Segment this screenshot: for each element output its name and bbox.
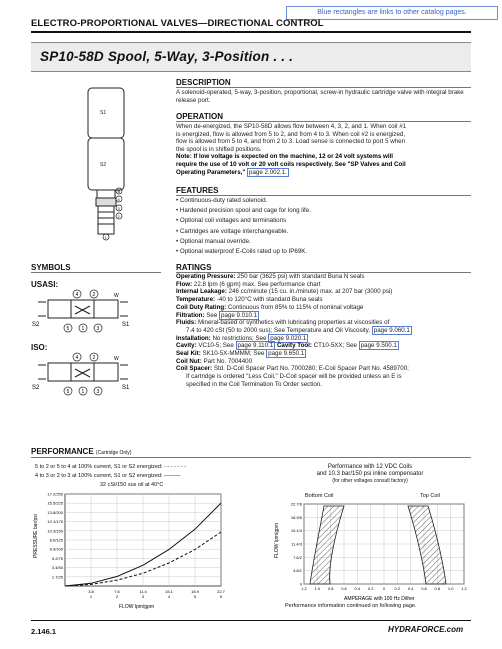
symbols-rule <box>31 272 161 273</box>
rating-label: Operating Pressure: <box>176 273 236 280</box>
x-axis-label: FLOW lpm/gpm <box>119 604 155 610</box>
rating-label: Filtration: <box>176 311 205 319</box>
header-rule <box>31 31 471 33</box>
x-tick-label: 22.7 <box>217 589 225 594</box>
symbol-coil-s1: S1 <box>122 385 130 391</box>
rating-value: If cartridge is ordered "Less Coil," D-Coil spacer will be provided unless an E is <box>186 373 402 381</box>
y-tick-labels <box>291 502 303 587</box>
x-tick-label: 1 <box>89 594 93 599</box>
x-tick-label: 1.2 <box>301 586 307 591</box>
right-chart-title <box>285 464 455 485</box>
chart-grid <box>65 494 221 586</box>
operation-heading: OPERATION <box>176 112 223 121</box>
y-tick-label: 5.2/75 <box>51 555 63 561</box>
rating-label: Coil Spacer: <box>176 365 213 373</box>
rating-value: See <box>206 311 218 319</box>
continued-note: Performance information continued on following page. <box>285 603 417 609</box>
x-tick-label: 3.8 <box>88 589 94 594</box>
rating-label: Cavity: <box>176 342 197 350</box>
rating-value: CT10-5XX; See <box>313 342 357 350</box>
y-tick-label: 13.8/200 <box>47 509 63 515</box>
rating-label: Flow: <box>176 280 193 288</box>
operation-line: is energized, flow is allowed from 5 to 2, and from 4 to 3. When coil #2 is energized, <box>176 130 406 138</box>
symbol-port-w: W <box>114 293 119 299</box>
coil-parameters-link[interactable]: page 2.002.1. <box>249 168 287 176</box>
description-rule <box>176 87 471 88</box>
iso-label: ISO: <box>31 343 48 352</box>
fluids-link[interactable]: page 9.060.1 <box>373 326 410 334</box>
features-list <box>176 196 471 257</box>
cavity-tool-link[interactable]: page 9.500.1 <box>360 342 397 350</box>
x-tick-label: 0.8 <box>434 586 441 591</box>
operation-text <box>176 123 476 176</box>
x-tick-label: 1.0 <box>314 586 321 591</box>
y-tick-label: 15.5/225 <box>47 500 63 506</box>
x-tick-label: 1.0 <box>447 586 454 591</box>
y-tick-label: 10.3/150 <box>47 528 63 534</box>
symbol-port-w: W <box>114 356 119 362</box>
x-tick-label: 15.1 <box>165 589 173 594</box>
feature-item: • Cartridges are voltage interchangeable. <box>176 227 289 235</box>
x-tick-label: 0.8 <box>327 586 334 591</box>
y-tick-label: 6.9/100 <box>49 546 63 552</box>
chart-subtitle: 32 cSt/150 sus oil at 40°C <box>100 482 164 488</box>
symbol-port-4: 4 <box>75 355 79 361</box>
rating-value: 7.4 to 420 cSt (50 to 2000 sus); See Temperature and Oil Viscosity, <box>186 326 371 334</box>
iso-symbol <box>30 351 135 401</box>
catalog-link-note: Blue rectangles are links to other catalog pages. <box>286 6 498 20</box>
x-tick-label: 0 <box>382 586 386 591</box>
feature-item: • Hardened precision spool and cage for long life. <box>176 207 311 215</box>
x-tick-label: 2 <box>115 594 119 599</box>
symbol-coil-s1: S1 <box>122 322 130 328</box>
x-tick-label: 18.9 <box>191 589 199 594</box>
symbol-port-1: 1 <box>81 389 85 395</box>
y-tick-label: 22.7/6 <box>290 501 302 507</box>
rating-label: Seal Kit: <box>176 350 201 358</box>
top-coil-band <box>408 506 446 584</box>
operation-line: flow is allowed from 5 to 4, and from 2 to 3. Load sense is connected to port 5 when <box>176 138 406 146</box>
valve-drawing <box>82 84 162 244</box>
rating-value: specified in the Coil Termination To Order section. <box>186 380 322 388</box>
rating-value: Std. D-Coil Spacer Part No. 7000280; E-Coil Spacer Part No. 4589700; <box>213 365 409 373</box>
port-label-3: 3 <box>117 206 120 211</box>
x-tick-label: 0.2 <box>367 586 374 591</box>
coil-label-s2: S2 <box>100 162 107 168</box>
symbols-heading: SYMBOLS <box>31 263 71 272</box>
usasi-label: USASI: <box>31 280 59 289</box>
performance-rule <box>31 457 471 458</box>
symbol-coil-s2: S2 <box>32 385 40 391</box>
usasi-symbol <box>30 288 135 338</box>
x-tick-label: 1.2 <box>461 586 467 591</box>
ratings-heading: RATINGS <box>176 263 212 272</box>
coil-label-s1: S1 <box>100 110 107 116</box>
rating-label: Coil Duty Rating: <box>176 303 227 311</box>
port-label-b: B <box>117 189 121 194</box>
rating-value: 250 bar (3625 psi) with standard Buna N seals <box>237 273 365 280</box>
x-tick-label: 11.4 <box>139 589 147 594</box>
x-tick-label: 0.6 <box>421 586 427 591</box>
performance-note: (Cartridge Only) <box>95 450 132 456</box>
symbol-port-3: 3 <box>96 326 100 332</box>
right-chart-title-line: Performance with 12 VDC Coils <box>327 464 413 470</box>
legend-solid: 4 to 3 or 2 to 3 at 100% current, S1 or S2 energized: ——— <box>35 473 181 479</box>
bottom-coil-label: Bottom Coil <box>305 493 334 499</box>
feature-item: • Optional coil voltages and terminations <box>176 217 287 225</box>
feature-item: • Optional waterproof E-Coils rated up to IP69K. <box>176 248 308 256</box>
features-heading: FEATURES <box>176 186 219 195</box>
rating-label: Fluids: <box>176 319 197 327</box>
installation-link[interactable]: page 9.020.1 <box>270 334 307 342</box>
symbol-port-1: 1 <box>81 326 85 332</box>
symbol-port-2: 2 <box>92 292 96 298</box>
x-tick-label: 5 <box>193 594 197 599</box>
y-tick-label: 1.7/25 <box>51 574 63 580</box>
rating-label: Cavity Tool: <box>276 342 312 350</box>
rating-value: Continuous from 85% to 115% of nominal voltage <box>227 303 364 311</box>
rating-value: No restrictions; See <box>212 334 267 342</box>
right-chart-title-line: (for other voltages consult factory) <box>332 478 408 484</box>
bottom-coil-band <box>310 506 344 584</box>
pressure-flow-chart <box>31 488 231 613</box>
y-tick-label: 17.2/250 <box>47 491 63 497</box>
right-chart-title-line: and 10.3 bar/150 psi inline compensator <box>316 471 424 477</box>
description-heading: DESCRIPTION <box>176 78 231 87</box>
performance-title: PERFORMANCE <box>31 447 94 456</box>
y-tick-label: 3.8/1 <box>293 568 302 574</box>
amperage-flow-chart <box>268 498 478 610</box>
top-coil-label: Top Coil <box>420 493 440 499</box>
y-tick-label: 0 <box>299 581 302 587</box>
operation-note: require the use of 10 volt or 20 volt coils respectively. See "SP Valves and Coil <box>176 160 406 168</box>
operation-rule <box>176 121 471 122</box>
legend-dashed: 5 to 2 or 5 to 4 at 100% current, S1 or S2 energized: - - - - - - - <box>35 464 187 470</box>
x-tick-label: 0.4 <box>354 586 361 591</box>
feature-item: • Continuous-duty rated solenoid. <box>176 197 268 204</box>
page-header: ELECTRO-PROPORTIONAL VALVES—DIRECTIONAL CONTROL <box>31 18 324 29</box>
description-text: A solenoid-operated, 5-way, 3-position, proportional, screw-in hydraulic cartridge valve with integral brake release port. <box>176 89 464 104</box>
y-tick-label: 18.9/5 <box>290 514 302 520</box>
symbol-port-2: 2 <box>92 355 96 361</box>
seal-kit-link[interactable]: page 9.650.1 <box>268 350 305 358</box>
cavity-link[interactable]: page 9.110.1 <box>237 342 274 350</box>
x-axis-label: AMPERAGE with 100 Hz Dither <box>344 596 415 602</box>
symbol-port-3: 3 <box>96 389 100 395</box>
y-tick-label: 15.1/4 <box>290 528 302 534</box>
product-title: SP10-58D Spool, 5-Way, 3-Position . . . <box>40 49 294 64</box>
operation-line: When de-energized, the SP10-58D allows flow between 4, 3, 2, and 1. When coil #1 <box>176 123 407 130</box>
performance-heading <box>31 447 131 456</box>
port-label-1: 1 <box>104 235 107 240</box>
ratings-list <box>176 273 476 389</box>
port-label-2: 2 <box>117 214 120 219</box>
brand-logo[interactable]: HYDRAFORCE.com <box>388 625 464 634</box>
rating-value: 246 cc/minute (15 cu. in./minute) max. at 207 bar (3000 psi) <box>228 288 393 296</box>
rating-value: Part No. 7004400 <box>203 357 253 365</box>
operation-line: the spool is in shifted positions. <box>176 145 262 153</box>
rating-value: SK10-5X-MMMM; See <box>202 350 265 358</box>
operation-note: Note: If low voltage is expected on the machine, 12 or 24 volt systems will <box>176 153 393 161</box>
rating-value: VC10-5; See <box>198 342 234 350</box>
x-tick-label: 0.4 <box>407 586 414 591</box>
x-tick-label: 7.6 <box>114 589 120 594</box>
x-tick-label: 6 <box>219 594 223 599</box>
feature-item: • Optional manual override. <box>176 237 251 245</box>
x-tick-labels <box>88 589 225 599</box>
y-axis-label: PRESSURE bar/psi <box>33 514 39 558</box>
rating-value: 22.8 lpm (6 gpm) max. See performance chart <box>193 280 321 288</box>
port-label-4: 4 <box>117 197 120 202</box>
x-tick-label: 0.6 <box>341 586 347 591</box>
page-number: 2.146.1 <box>31 627 57 636</box>
symbol-port-4: 4 <box>75 292 79 298</box>
y-axis-label: FLOW lpm/gpm <box>274 522 280 558</box>
operation-note: Operating Parameters," <box>176 168 246 176</box>
x-tick-label: 0.2 <box>394 586 401 591</box>
y-tick-label: 12.1/175 <box>47 519 63 525</box>
symbol-port-5: 5 <box>66 389 70 395</box>
y-tick-label: 7.6/2 <box>293 554 302 560</box>
rating-label: Installation: <box>176 334 211 342</box>
x-tick-label: 4 <box>167 594 171 599</box>
symbol-port-5: 5 <box>66 326 70 332</box>
y-tick-label: 3.4/50 <box>51 565 63 571</box>
rating-value: -40 to 120°C with standard Buna seals <box>216 296 323 304</box>
symbol-coil-s2: S2 <box>32 322 40 328</box>
rating-value: Mineral-based or synthetics with lubricating properties at viscosities of <box>198 319 390 327</box>
x-tick-label: 3 <box>141 594 145 599</box>
x-tick-labels <box>301 586 467 591</box>
rating-label: Internal Leakage: <box>176 288 227 296</box>
y-tick-label: 11.4/3 <box>291 541 302 547</box>
y-tick-label: 8.6/125 <box>49 537 63 543</box>
y-tick-labels <box>47 492 63 580</box>
rating-label: Temperature: <box>176 296 216 304</box>
rating-label: Coil Nut: <box>176 357 202 365</box>
filtration-link[interactable]: page 9.010.1 <box>221 311 258 319</box>
footer-rule <box>31 620 471 621</box>
